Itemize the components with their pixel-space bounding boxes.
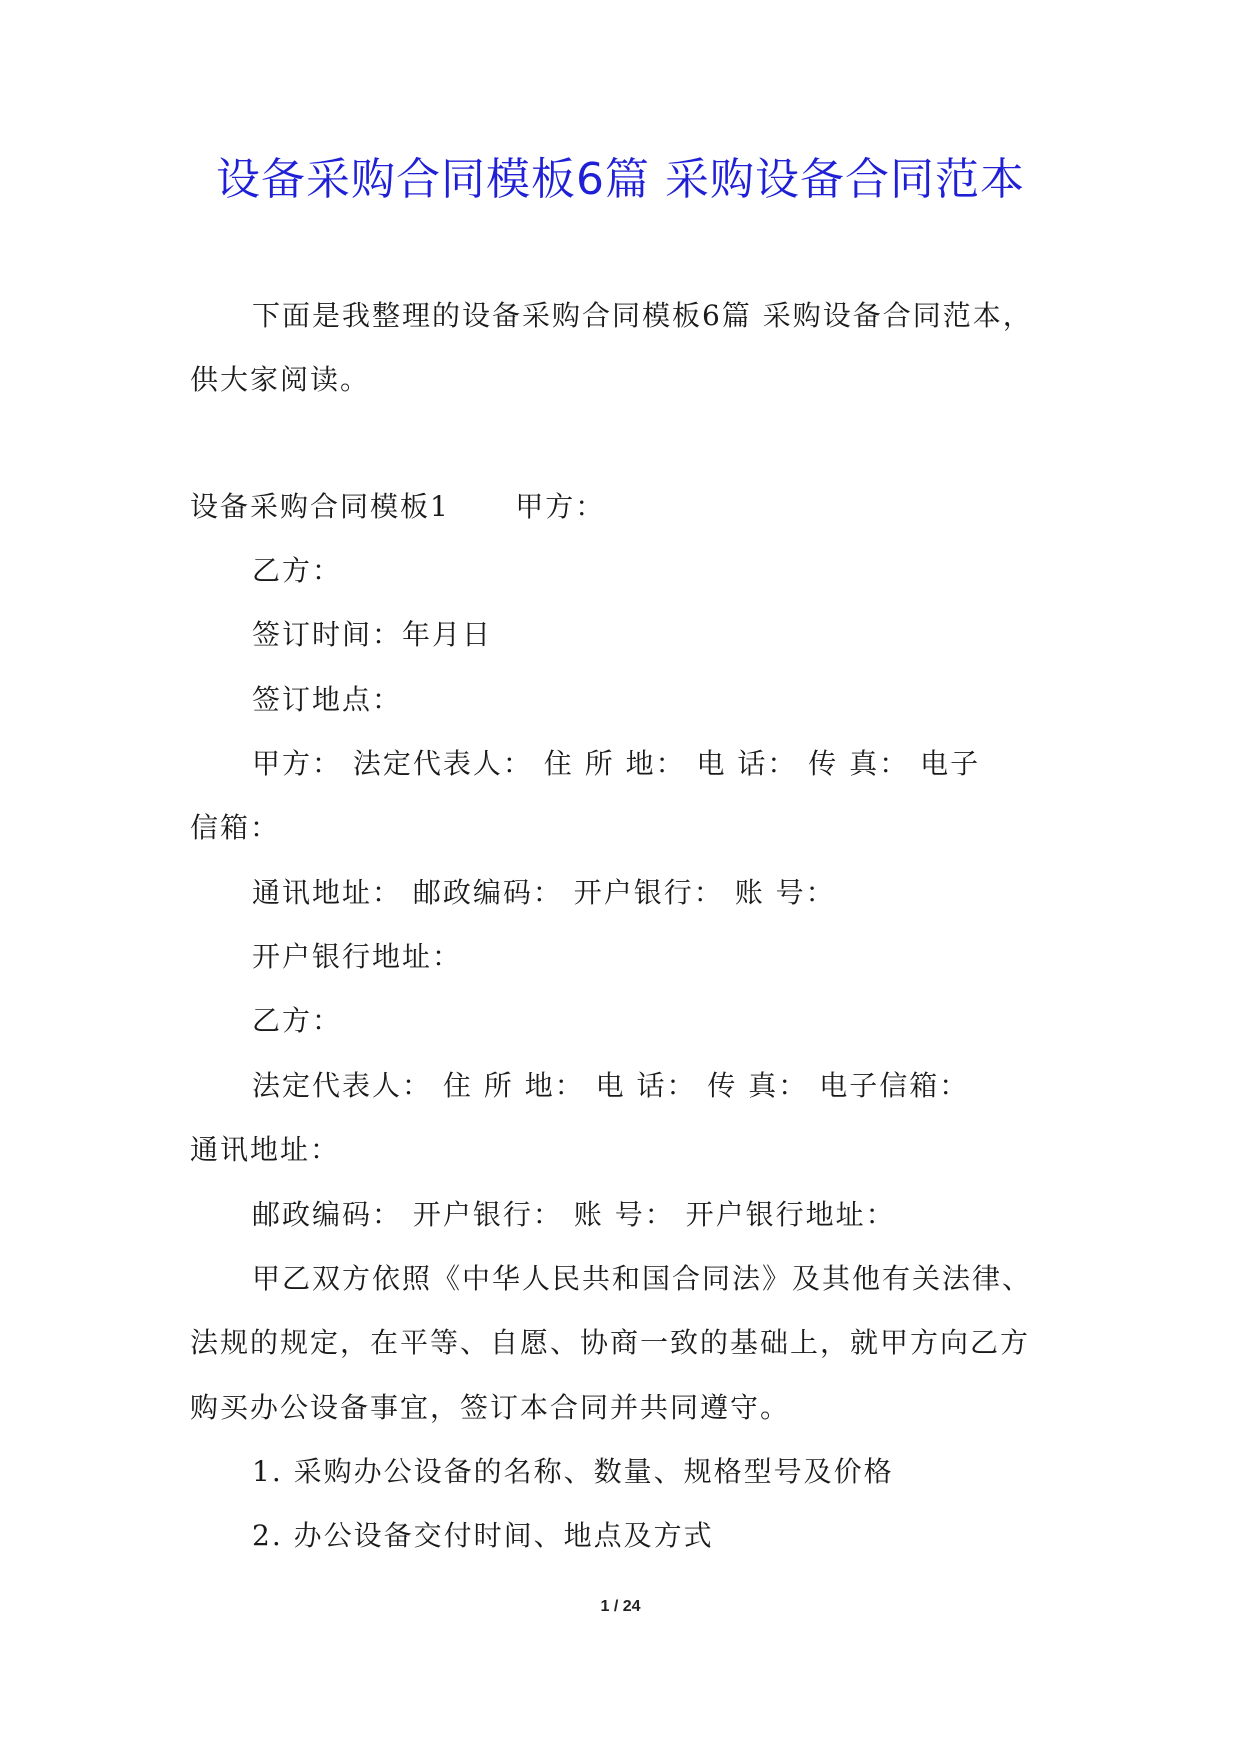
- body-line-3: 购买办公设备事宜，签订本合同并共同遵守。: [190, 1391, 791, 1424]
- party-b-details: 法定代表人： 住 所 地： 电 话： 传 真： 电子信箱：: [252, 1069, 970, 1102]
- section-heading: 设备采购合同模板1 甲方：: [190, 490, 606, 523]
- signing-date: 签订时间：年月日: [252, 618, 493, 651]
- party-b-address: 通讯地址：: [190, 1133, 341, 1166]
- list-item-2: 2. 办公设备交付时间、地点及方式: [252, 1519, 714, 1552]
- signing-place: 签订地点：: [252, 683, 403, 716]
- list-item-1: 1. 采购办公设备的名称、数量、规格型号及价格: [252, 1455, 894, 1488]
- page-indicator: 1 / 24: [600, 1598, 641, 1615]
- body-line-1: 甲乙双方依照《中华人民共和国合同法》及其他有关法律、: [252, 1262, 1033, 1295]
- party-b-label: 乙方：: [252, 554, 343, 587]
- party-a-email: 信箱：: [190, 811, 281, 844]
- body-line-2: 法规的规定，在平等、自愿、协商一致的基础上，就甲方向乙方: [190, 1326, 1031, 1359]
- party-a-bank-address: 开户银行地址：: [252, 940, 463, 973]
- party-b-bank: 邮政编码： 开户银行： 账 号： 开户银行地址：: [252, 1198, 896, 1231]
- party-a-details: 甲方： 法定代表人： 住 所 地： 电 话： 传 真： 电子: [252, 747, 981, 780]
- intro-line-1: 下面是我整理的设备采购合同模板6篇 采购设备合同范本，: [252, 299, 1033, 332]
- party-a-contact: 通讯地址： 邮政编码： 开户银行： 账 号：: [252, 876, 836, 909]
- document-title: 设备采购合同模板6篇 采购设备合同范本: [216, 154, 1025, 205]
- party-b-heading: 乙方：: [252, 1004, 343, 1037]
- intro-line-2: 供大家阅读。: [190, 363, 371, 396]
